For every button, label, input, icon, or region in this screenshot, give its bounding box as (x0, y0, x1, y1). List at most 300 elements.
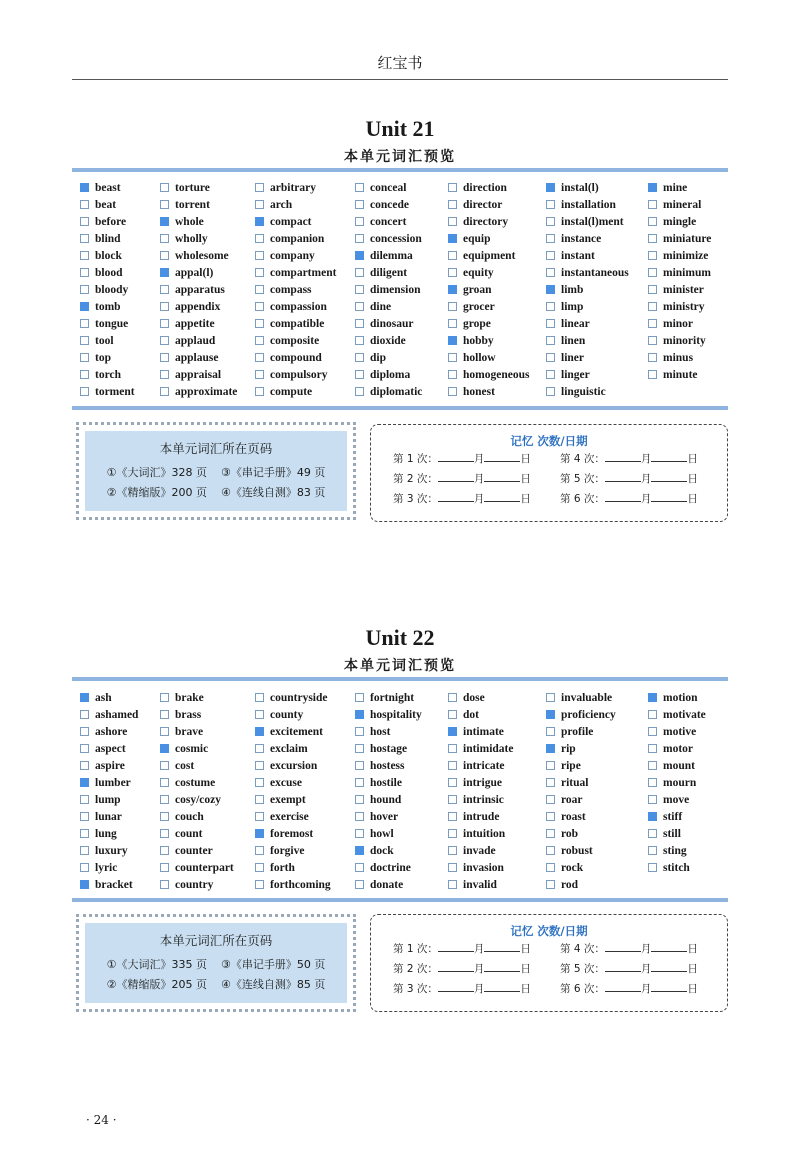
unit-subtitle: 本单元词汇预览 (344, 149, 456, 165)
word-label: rob (561, 828, 579, 840)
word-label: motivate (663, 709, 706, 721)
word-item (255, 877, 331, 894)
word-label: forth (270, 862, 295, 874)
checkbox[interactable] (648, 234, 657, 243)
word-column (255, 180, 336, 401)
checked-checkbox[interactable] (80, 302, 89, 311)
memory-rows (371, 939, 727, 999)
word-label: appendix (175, 301, 221, 313)
word-item (648, 299, 711, 316)
word-label: intimate (463, 726, 504, 738)
word-item (448, 316, 529, 333)
word-label: intricate (463, 760, 505, 772)
checkbox[interactable] (255, 370, 264, 379)
checkbox[interactable] (355, 302, 364, 311)
day-blank[interactable] (651, 449, 687, 462)
checkbox[interactable] (546, 812, 555, 821)
checkbox[interactable] (255, 387, 264, 396)
checkbox[interactable] (80, 387, 89, 396)
word-item (160, 758, 234, 775)
word-item (80, 333, 135, 350)
word-item (546, 860, 616, 877)
word-item (255, 690, 331, 707)
checkbox[interactable] (355, 319, 364, 328)
checkbox[interactable] (648, 727, 657, 736)
checkbox[interactable] (546, 387, 555, 396)
checkbox[interactable] (448, 319, 457, 328)
checkbox[interactable] (355, 863, 364, 872)
word-item (546, 707, 616, 724)
word-label: conceal (370, 182, 407, 194)
word-label: excuse (270, 777, 302, 789)
word-item (448, 792, 513, 809)
checkbox[interactable] (448, 846, 457, 855)
word-column (648, 690, 706, 877)
checkbox[interactable] (160, 234, 169, 243)
checkbox[interactable] (255, 234, 264, 243)
word-label: torture (175, 182, 210, 194)
checkbox[interactable] (648, 710, 657, 719)
day-blank[interactable] (484, 469, 520, 482)
month-blank[interactable] (438, 489, 474, 502)
checkbox[interactable] (160, 880, 169, 889)
memory-entry (393, 959, 560, 979)
checkbox[interactable] (448, 761, 457, 770)
memory-entry-label: 第 6 次： (560, 983, 605, 995)
checkbox[interactable] (255, 710, 264, 719)
checkbox[interactable] (448, 387, 457, 396)
checkbox[interactable] (80, 829, 89, 838)
checkbox[interactable] (255, 744, 264, 753)
checkbox[interactable] (648, 217, 657, 226)
checkbox[interactable] (80, 710, 89, 719)
word-label: excursion (270, 760, 318, 772)
checkbox[interactable] (255, 812, 264, 821)
word-label: rip (561, 743, 576, 755)
checkbox[interactable] (80, 200, 89, 209)
word-label: lump (95, 794, 121, 806)
checkbox[interactable] (648, 200, 657, 209)
word-item (546, 180, 629, 197)
checkbox[interactable] (80, 744, 89, 753)
checkbox[interactable] (448, 183, 457, 192)
word-label: mourn (663, 777, 697, 789)
checkbox[interactable] (546, 761, 555, 770)
word-label: dine (370, 301, 392, 313)
checkbox[interactable] (160, 710, 169, 719)
word-label: whole (175, 216, 204, 228)
checkbox[interactable] (355, 880, 364, 889)
word-label: couch (175, 811, 204, 823)
checkbox[interactable] (160, 336, 169, 345)
word-item (80, 265, 135, 282)
memory-row (371, 449, 727, 469)
day-label: 日 (687, 983, 698, 995)
checkbox[interactable] (648, 761, 657, 770)
checkbox[interactable] (255, 268, 264, 277)
word-column (160, 690, 234, 894)
month-blank[interactable] (438, 979, 474, 992)
checkbox[interactable] (80, 353, 89, 362)
word-label: counterpart (175, 862, 234, 874)
unit-22-page-reference-box (76, 914, 356, 1012)
word-item (80, 214, 135, 231)
checkbox[interactable] (448, 217, 457, 226)
checkbox[interactable] (448, 251, 457, 260)
word-label: stitch (663, 862, 690, 874)
month-blank[interactable] (438, 939, 474, 952)
checkbox[interactable] (80, 285, 89, 294)
checkbox[interactable] (448, 200, 457, 209)
checkbox[interactable] (80, 727, 89, 736)
word-item (355, 877, 422, 894)
checked-checkbox[interactable] (448, 234, 457, 243)
checkbox[interactable] (648, 863, 657, 872)
day-blank[interactable] (484, 489, 520, 502)
checkbox[interactable] (160, 370, 169, 379)
checkbox[interactable] (355, 744, 364, 753)
checkbox[interactable] (648, 285, 657, 294)
month-blank[interactable] (438, 449, 474, 462)
checkbox[interactable] (546, 268, 555, 277)
word-label: costume (175, 777, 216, 789)
checkbox[interactable] (355, 387, 364, 396)
month-label: 月 (473, 473, 485, 485)
checkbox[interactable] (255, 778, 264, 787)
checkbox[interactable] (255, 251, 264, 260)
checkbox[interactable] (448, 302, 457, 311)
day-blank[interactable] (484, 979, 520, 992)
word-label: compartment (270, 267, 337, 279)
word-item (160, 367, 237, 384)
month-label: 月 (473, 493, 485, 505)
word-label: groan (463, 284, 492, 296)
word-item (355, 826, 422, 843)
word-label: motive (663, 726, 697, 738)
checkbox[interactable] (80, 319, 89, 328)
word-item (546, 265, 629, 282)
checkbox[interactable] (80, 370, 89, 379)
checkbox[interactable] (546, 251, 555, 260)
checkbox[interactable] (355, 200, 364, 209)
checkbox[interactable] (448, 880, 457, 889)
checkbox[interactable] (355, 693, 364, 702)
checkbox[interactable] (80, 268, 89, 277)
checkbox[interactable] (355, 778, 364, 787)
checkbox[interactable] (80, 761, 89, 770)
checkbox[interactable] (80, 336, 89, 345)
checkbox[interactable] (448, 812, 457, 821)
checkbox[interactable] (448, 268, 457, 277)
day-label: 日 (687, 963, 698, 975)
checkbox[interactable] (546, 370, 555, 379)
month-blank[interactable] (605, 469, 641, 482)
checked-checkbox[interactable] (546, 285, 555, 294)
checkbox[interactable] (255, 693, 264, 702)
checkbox[interactable] (80, 795, 89, 804)
checkbox[interactable] (546, 353, 555, 362)
checkbox[interactable] (355, 353, 364, 362)
checkbox[interactable] (546, 693, 555, 702)
checked-checkbox[interactable] (355, 251, 364, 260)
checkbox[interactable] (255, 319, 264, 328)
checkbox[interactable] (448, 863, 457, 872)
checkbox[interactable] (255, 761, 264, 770)
word-item (255, 282, 336, 299)
checked-checkbox[interactable] (160, 217, 169, 226)
checkbox[interactable] (355, 812, 364, 821)
word-column (80, 690, 138, 894)
checkbox[interactable] (160, 302, 169, 311)
word-label: compulsory (270, 369, 328, 381)
checkbox[interactable] (448, 693, 457, 702)
word-label: invade (463, 845, 496, 857)
checkbox[interactable] (355, 268, 364, 277)
memory-entry-label: 第 3 次： (393, 493, 438, 505)
word-item (160, 724, 234, 741)
day-blank[interactable] (484, 939, 520, 952)
checkbox[interactable] (255, 200, 264, 209)
checkbox[interactable] (80, 846, 89, 855)
page-ref-3: ③《串记手册》49 页 (221, 466, 326, 479)
checkbox[interactable] (80, 234, 89, 243)
word-item (255, 792, 331, 809)
checked-checkbox[interactable] (355, 710, 364, 719)
checkbox[interactable] (648, 829, 657, 838)
word-item (648, 860, 706, 877)
checkbox[interactable] (160, 761, 169, 770)
checkbox[interactable] (160, 812, 169, 821)
checkbox[interactable] (160, 387, 169, 396)
checkbox[interactable] (80, 812, 89, 821)
page-ref-1: ①《大词汇》335 页 (106, 958, 207, 971)
word-item (160, 741, 234, 758)
checkbox[interactable] (160, 200, 169, 209)
word-item (160, 707, 234, 724)
checkbox[interactable] (160, 353, 169, 362)
checked-checkbox[interactable] (160, 268, 169, 277)
checkbox[interactable] (255, 285, 264, 294)
checkbox[interactable] (355, 336, 364, 345)
checkbox[interactable] (160, 693, 169, 702)
checked-checkbox[interactable] (546, 183, 555, 192)
memory-log-title: 记忆 次数/日期 (510, 434, 588, 448)
month-blank[interactable] (605, 489, 641, 502)
checkbox[interactable] (160, 863, 169, 872)
page-ref-4: ④《连线自测》85 页 (221, 978, 326, 991)
checkbox[interactable] (546, 829, 555, 838)
checkbox[interactable] (80, 251, 89, 260)
word-item (80, 724, 138, 741)
checked-checkbox[interactable] (80, 693, 89, 702)
checked-checkbox[interactable] (648, 183, 657, 192)
word-item (448, 724, 513, 741)
unit-22-heading (0, 625, 800, 675)
checkbox[interactable] (160, 778, 169, 787)
checkbox[interactable] (546, 319, 555, 328)
checkbox[interactable] (160, 251, 169, 260)
checkbox[interactable] (160, 846, 169, 855)
checkbox[interactable] (448, 353, 457, 362)
word-column (648, 180, 711, 384)
month-blank[interactable] (605, 959, 641, 972)
checked-checkbox[interactable] (448, 285, 457, 294)
checked-checkbox[interactable] (80, 880, 89, 889)
checked-checkbox[interactable] (355, 846, 364, 855)
day-blank[interactable] (651, 489, 687, 502)
word-item (355, 843, 422, 860)
word-item (448, 775, 513, 792)
word-label: linguistic (561, 386, 606, 398)
checkbox[interactable] (648, 778, 657, 787)
checkbox[interactable] (546, 795, 555, 804)
word-item (448, 843, 513, 860)
checkbox[interactable] (255, 880, 264, 889)
word-label: sting (663, 845, 687, 857)
word-item (648, 775, 706, 792)
checked-checkbox[interactable] (546, 744, 555, 753)
word-label: still (663, 828, 681, 840)
checkbox[interactable] (546, 880, 555, 889)
checkbox[interactable] (648, 370, 657, 379)
checkbox[interactable] (355, 761, 364, 770)
checkbox[interactable] (448, 795, 457, 804)
checkbox[interactable] (546, 302, 555, 311)
checked-checkbox[interactable] (255, 217, 264, 226)
checkbox[interactable] (355, 217, 364, 226)
checkbox[interactable] (648, 336, 657, 345)
checkbox[interactable] (546, 778, 555, 787)
checkbox[interactable] (255, 846, 264, 855)
word-item (648, 758, 706, 775)
checkbox[interactable] (355, 234, 364, 243)
checked-checkbox[interactable] (648, 693, 657, 702)
checkbox[interactable] (648, 302, 657, 311)
checked-checkbox[interactable] (255, 727, 264, 736)
word-label: dose (463, 692, 485, 704)
month-blank[interactable] (605, 939, 641, 952)
day-label: 日 (520, 963, 531, 975)
day-blank[interactable] (651, 959, 687, 972)
checkbox[interactable] (160, 829, 169, 838)
checkbox[interactable] (648, 319, 657, 328)
checkbox[interactable] (80, 863, 89, 872)
checked-checkbox[interactable] (546, 710, 555, 719)
checkbox[interactable] (255, 183, 264, 192)
running-header: 红宝书 (377, 54, 423, 72)
month-blank[interactable] (605, 979, 641, 992)
checkbox[interactable] (546, 217, 555, 226)
month-blank[interactable] (605, 449, 641, 462)
word-item (648, 792, 706, 809)
checkbox[interactable] (355, 795, 364, 804)
checkbox[interactable] (448, 829, 457, 838)
checkbox[interactable] (448, 710, 457, 719)
word-item (255, 316, 336, 333)
checkbox[interactable] (546, 727, 555, 736)
word-item (546, 741, 616, 758)
checkbox[interactable] (546, 234, 555, 243)
checkbox[interactable] (448, 744, 457, 753)
word-item (80, 197, 135, 214)
day-blank[interactable] (651, 469, 687, 482)
word-label: blood (95, 267, 123, 279)
day-label: 日 (520, 943, 531, 955)
word-item (80, 690, 138, 707)
word-item (448, 741, 513, 758)
checkbox[interactable] (648, 744, 657, 753)
checked-checkbox[interactable] (80, 183, 89, 192)
checked-checkbox[interactable] (448, 336, 457, 345)
word-item (80, 843, 138, 860)
checkbox[interactable] (648, 251, 657, 260)
memory-entry (393, 489, 560, 509)
checkbox[interactable] (648, 268, 657, 277)
word-label: torch (95, 369, 121, 381)
checkbox[interactable] (80, 217, 89, 226)
word-label: mount (663, 760, 695, 772)
checkbox[interactable] (546, 863, 555, 872)
checkbox[interactable] (546, 336, 555, 345)
word-label: cosmic (175, 743, 209, 755)
word-item (648, 367, 711, 384)
checkbox[interactable] (160, 727, 169, 736)
checkbox[interactable] (648, 795, 657, 804)
checked-checkbox[interactable] (80, 778, 89, 787)
day-blank[interactable] (484, 449, 520, 462)
checkbox[interactable] (160, 319, 169, 328)
checkbox[interactable] (448, 370, 457, 379)
month-blank[interactable] (438, 469, 474, 482)
day-blank[interactable] (651, 939, 687, 952)
checkbox[interactable] (448, 778, 457, 787)
checkbox[interactable] (160, 183, 169, 192)
word-item (255, 860, 331, 877)
checkbox[interactable] (255, 336, 264, 345)
checkbox[interactable] (160, 285, 169, 294)
checked-checkbox[interactable] (255, 829, 264, 838)
checkbox[interactable] (255, 302, 264, 311)
checkbox[interactable] (355, 285, 364, 294)
checkbox[interactable] (255, 353, 264, 362)
word-item (546, 809, 616, 826)
checkbox[interactable] (160, 795, 169, 804)
checkbox[interactable] (355, 370, 364, 379)
checkbox[interactable] (255, 863, 264, 872)
checkbox[interactable] (255, 795, 264, 804)
checkbox[interactable] (648, 846, 657, 855)
checkbox[interactable] (546, 846, 555, 855)
word-item (448, 180, 529, 197)
checkbox[interactable] (355, 183, 364, 192)
checkbox[interactable] (648, 353, 657, 362)
word-item (355, 758, 422, 775)
day-blank[interactable] (651, 979, 687, 992)
month-blank[interactable] (438, 959, 474, 972)
checkbox[interactable] (355, 727, 364, 736)
unit-21-word-grid (80, 180, 740, 404)
word-label: compute (270, 386, 313, 398)
word-item (546, 214, 629, 231)
checkbox[interactable] (546, 200, 555, 209)
checked-checkbox[interactable] (160, 744, 169, 753)
word-item (355, 707, 422, 724)
day-blank[interactable] (484, 959, 520, 972)
checked-checkbox[interactable] (648, 812, 657, 821)
checked-checkbox[interactable] (448, 727, 457, 736)
checkbox[interactable] (355, 829, 364, 838)
unit-21-top-bar (72, 168, 728, 172)
